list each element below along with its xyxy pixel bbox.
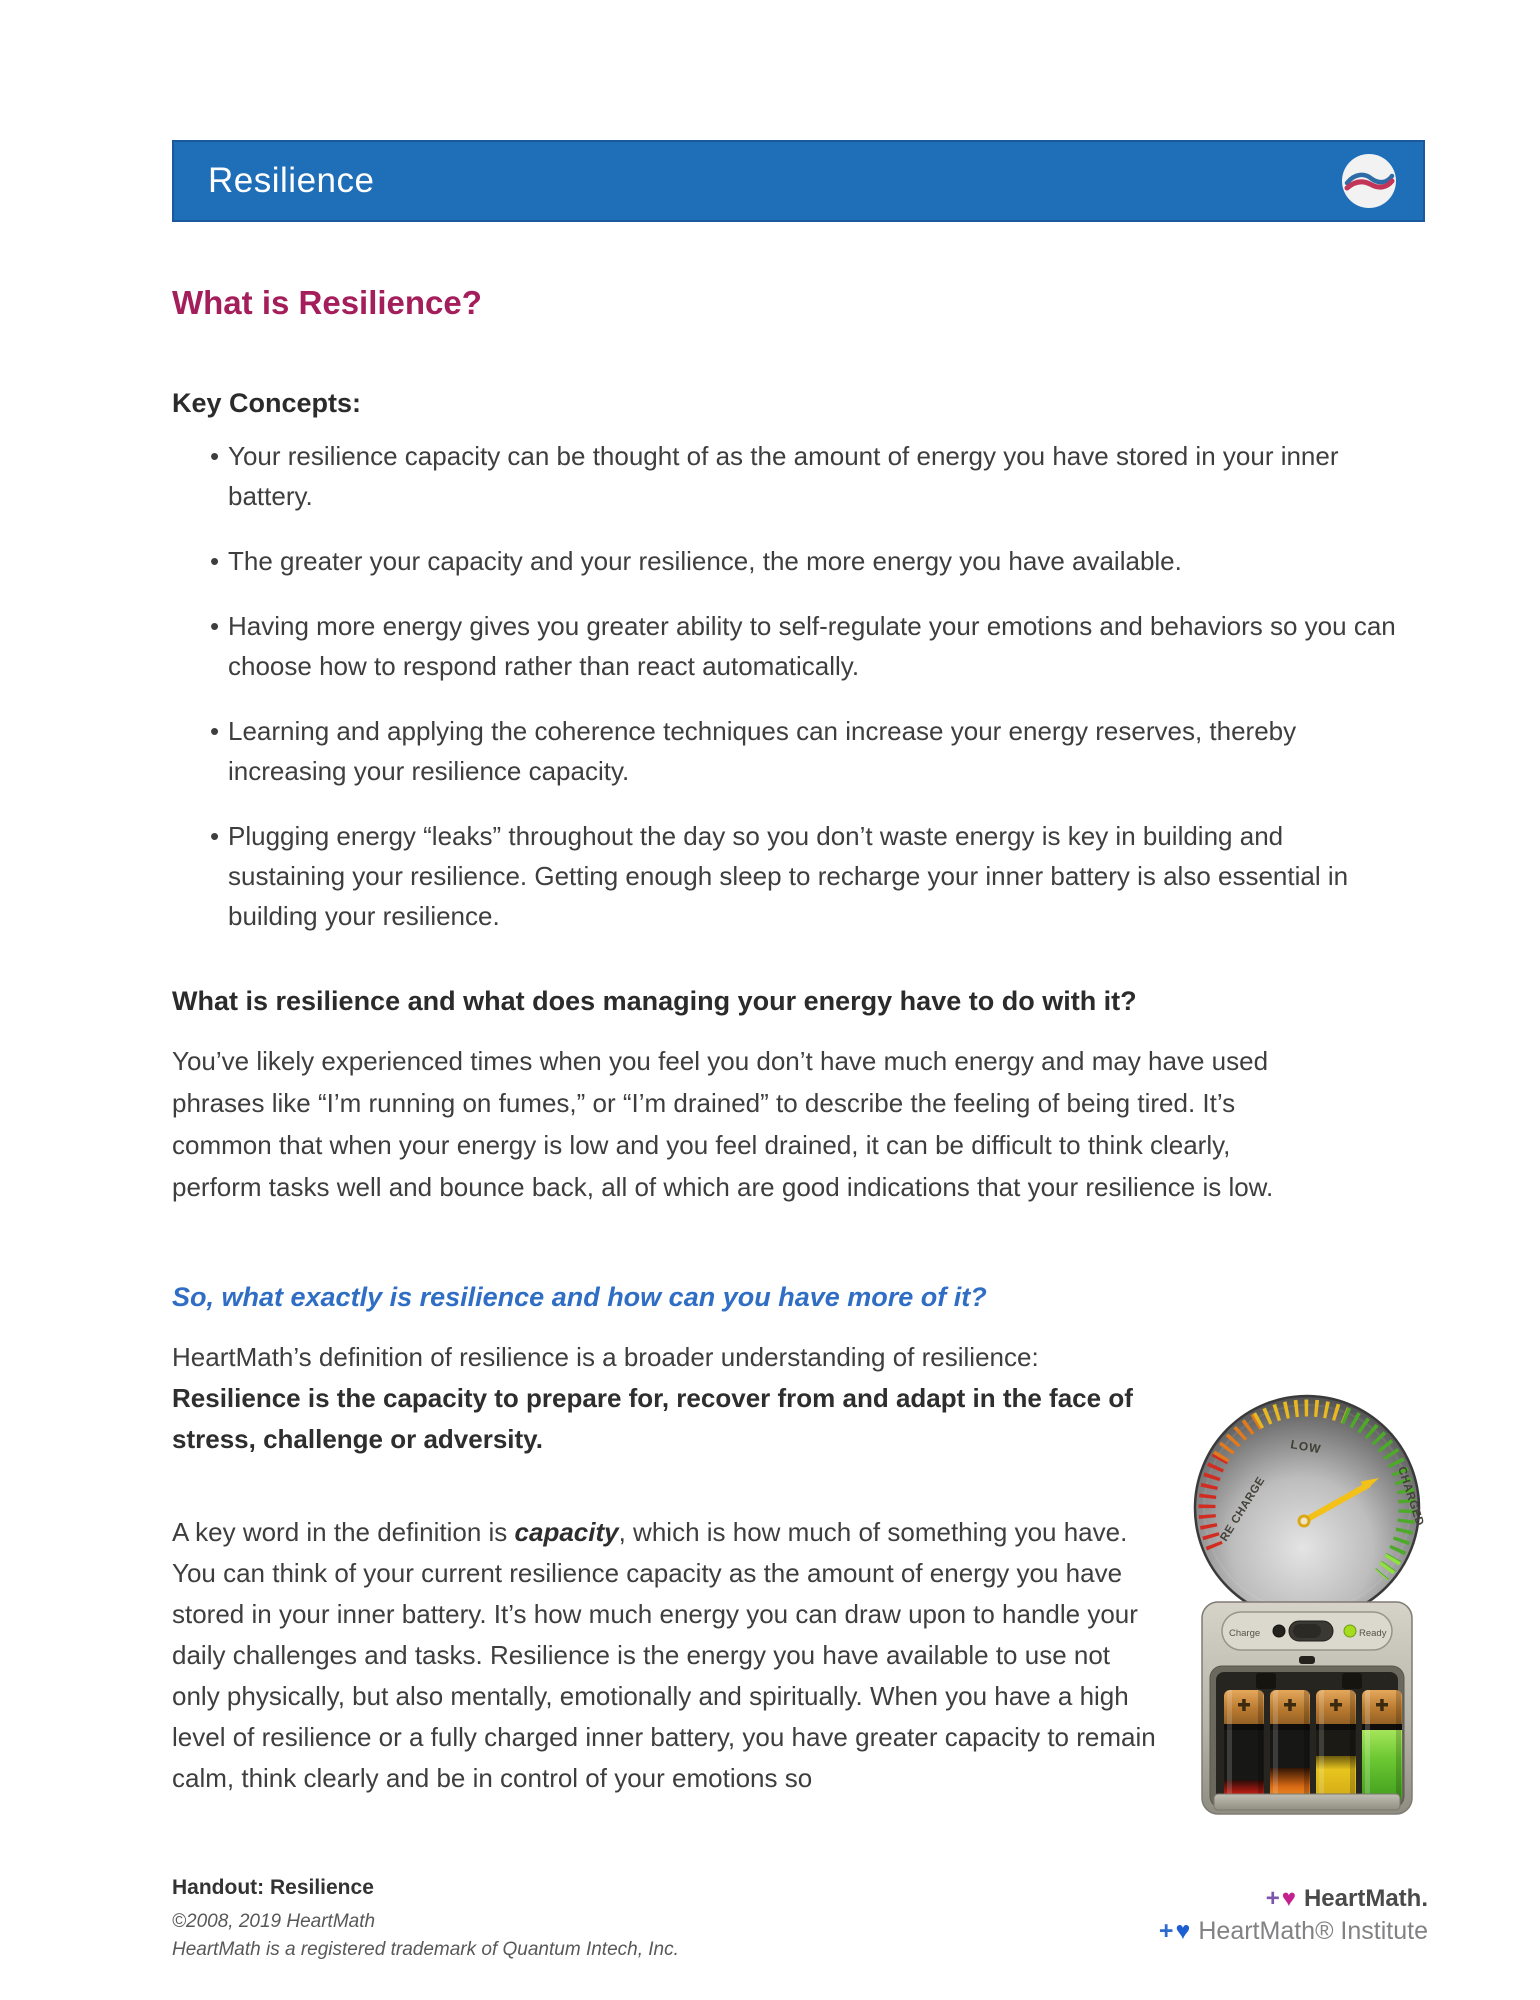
gauge-low-label: LOW	[1289, 1437, 1323, 1457]
bullet-item: • The greater your capacity and your resilience, the more energy you have available.	[172, 541, 1397, 581]
ready-led-icon	[1344, 1625, 1356, 1637]
ready-led-label: Ready	[1359, 1628, 1387, 1639]
question-line: So, what exactly is resilience and how can you have more of it?	[172, 1282, 987, 1312]
battery-red-low	[1224, 1690, 1264, 1802]
charge-led-label: Charge	[1229, 1628, 1261, 1639]
battery-orange-low	[1270, 1690, 1310, 1802]
charge-gauge	[1195, 1396, 1426, 1620]
battery-yellow-half	[1316, 1690, 1356, 1802]
battery-green-full	[1362, 1690, 1402, 1802]
definition-block	[172, 1337, 1164, 1799]
gauge-recharge-label: RE CHARGE	[1218, 1474, 1268, 1544]
heart-icon: ♥	[1175, 1917, 1191, 1945]
page-title: Resilience	[208, 161, 375, 200]
plus-icon: +	[1265, 1885, 1280, 1912]
footer-trademark: HeartMath is a registered trademark of Quantum Intech, Inc.	[172, 1939, 679, 1960]
footer-handout-label: Handout: Resilience	[172, 1876, 374, 1899]
heartmath-institute-logo-text: HeartMath® Institute	[1198, 1917, 1428, 1945]
bullet-item: • Plugging energy “leaks” throughout the day so you don’t waste energy is key in building and sustaining your resilience. Getting enough sleep to recharge your inner battery is also essential in building your resilience.	[172, 816, 1397, 936]
heart-icon: ♥	[1281, 1885, 1296, 1912]
footer-logos	[1159, 1884, 1428, 1946]
charger-body	[1202, 1602, 1412, 1814]
bullet-item: • Having more energy gives you greater ability to self-regulate your emotions and behaviors so you can choose how to respond rather than react automatically.	[172, 606, 1397, 686]
capacity-post-text: , which is how much of something you have. You can think of your current resilience capacity as the amount of energy you have stored in your inner battery. It’s how much energy you can draw upon to handle your daily challenges and tasks. Resilience is the energy you have available to use not only physically, but also mentally, emotionally and spiritually. When you have a high level of resilience or a fully charged inner battery, you have greater capacity to remain calm, think clearly and be in control of your emotions so	[172, 1517, 1156, 1793]
heartmath-institute-logo	[1159, 1916, 1428, 1946]
key-concepts-list	[172, 436, 1397, 961]
bullet-item: • Your resilience capacity can be thought of as the amount of energy you have stored in your inner battery.	[172, 436, 1397, 516]
bullet-item: • Learning and applying the coherence techniques can increase your energy reserves, thereby increasing your resilience capacity.	[172, 711, 1397, 791]
charge-led-icon	[1273, 1625, 1285, 1637]
definition-intro: HeartMath’s definition of resilience is a broader understanding of resilience:	[172, 1342, 1039, 1372]
battery-charger-illustration	[1182, 1390, 1432, 1820]
heartmath-logo	[1159, 1884, 1428, 1914]
section-paragraph: You’ve likely experienced times when you feel you don’t have much energy and may have used phrases like “I’m running on fumes,” or “I’m drained” to describe the feeling of being tired. It’s common that when your energy is low and you feel drained, it can be difficult to think clearly, perform tasks well and bounce back, all of which are good indications that your resilience is low.	[172, 1046, 1274, 1202]
definition-bold: Resilience is the capacity to prepare for, recover from and adapt in the face of stress, challenge or adversity.	[172, 1383, 1133, 1454]
key-concepts-heading: Key Concepts:	[172, 388, 362, 418]
capacity-pre-text: A key word in the definition is	[172, 1517, 515, 1547]
gauge-charged-label: CHARGED	[1395, 1465, 1426, 1528]
plus-icon: +	[1158, 1917, 1174, 1945]
capacity-keyword: capacity	[514, 1517, 619, 1547]
footer-copyright: ©2008, 2019 HeartMath	[172, 1911, 376, 1932]
main-heading: What is Resilience?	[172, 284, 482, 321]
heartmath-wave-logo-icon	[1341, 153, 1397, 209]
capacity-paragraph	[172, 1512, 1164, 1799]
footer-left	[172, 1876, 679, 1964]
header-bar	[172, 140, 1425, 222]
heartmath-logo-text: HeartMath.	[1303, 1885, 1428, 1912]
section-heading: What is resilience and what does managing your energy have to do with it?	[172, 986, 1137, 1016]
